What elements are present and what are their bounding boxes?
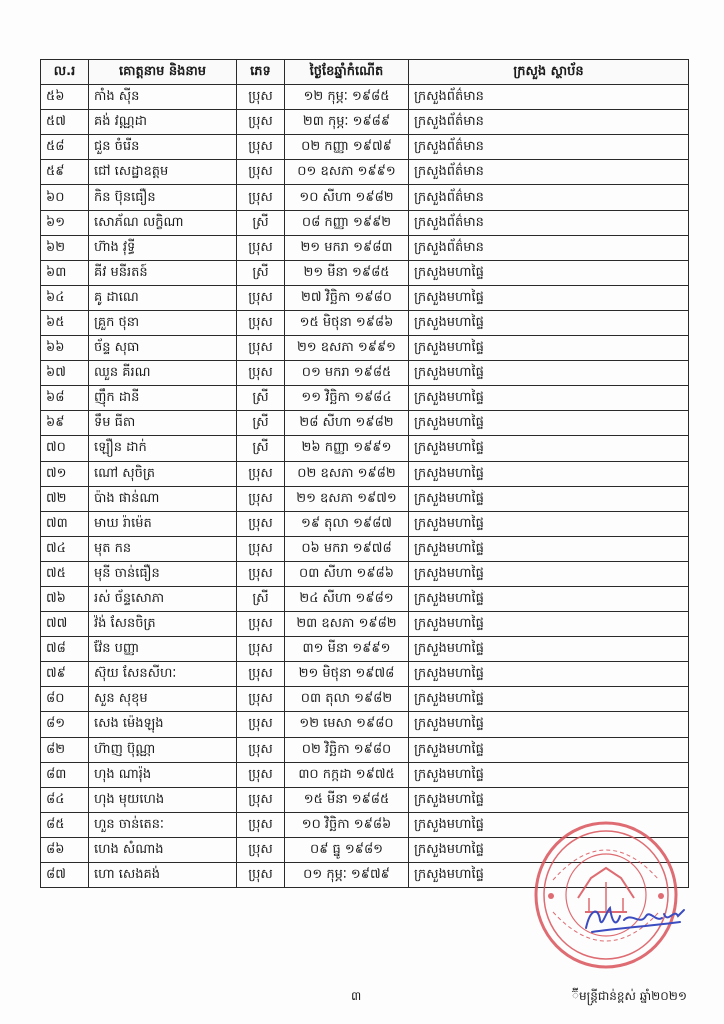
cell-number: ៧៨ xyxy=(41,637,89,662)
cell-sex: ប្រុស xyxy=(237,536,285,561)
page-number: ៣ xyxy=(351,989,362,1003)
table-row xyxy=(41,536,689,561)
cell-date-of-birth: ២១ មីនា ១៩៨៥ xyxy=(285,260,409,285)
cell-date-of-birth: ១៩ តុលា ១៩៨៧ xyxy=(285,511,409,536)
cell-number: ៧៦ xyxy=(41,586,89,611)
cell-name: រស់ ច័ន្ទសោភា xyxy=(89,586,237,611)
cell-date-of-birth: ៣០ កក្កដា ១៩៧៥ xyxy=(285,762,409,787)
cell-ministry: ក្រសួងមហាផ្ទៃ xyxy=(409,436,689,461)
cell-name: កាំង ស៊ីន xyxy=(89,85,237,110)
cell-sex: ប្រុស xyxy=(237,461,285,486)
handwritten-signature xyxy=(580,898,690,938)
table-row xyxy=(41,712,689,737)
cell-sex: ប្រុស xyxy=(237,762,285,787)
table-body xyxy=(41,85,689,888)
cell-number: ៨០ xyxy=(41,687,89,712)
cell-name: គង់ វណ្ណដា xyxy=(89,110,237,135)
table-row xyxy=(41,586,689,611)
table-row xyxy=(41,787,689,812)
cell-date-of-birth: ០១ កុម្ភៈ ១៩៧៩ xyxy=(285,863,409,888)
cell-name: ឈួន គីរណ xyxy=(89,361,237,386)
cell-ministry: ក្រសួងព័ត៌មាន xyxy=(409,135,689,160)
table-row xyxy=(41,511,689,536)
cell-number: ៦៧ xyxy=(41,361,89,386)
header-name: គោត្តនាម និងនាម xyxy=(89,60,237,85)
cell-ministry: ក្រសួងមហាផ្ទៃ xyxy=(409,687,689,712)
cell-sex: ប្រុស xyxy=(237,637,285,662)
cell-sex: ស្រី xyxy=(237,586,285,611)
cell-ministry: ក្រសួងព័ត៌មាន xyxy=(409,210,689,235)
cell-sex: ប្រុស xyxy=(237,737,285,762)
cell-sex: ប្រុស xyxy=(237,687,285,712)
cell-name: មាឃ រ៉ាម៉េត xyxy=(89,511,237,536)
cell-sex: ប្រុស xyxy=(237,185,285,210)
header-number: ល.រ xyxy=(41,60,89,85)
table-row xyxy=(41,662,689,687)
cell-number: ៧២ xyxy=(41,486,89,511)
cell-ministry: ក្រសួងព័ត៌មាន xyxy=(409,185,689,210)
cell-date-of-birth: ០២ វិច្ឆិកា ១៩៨០ xyxy=(285,737,409,762)
cell-ministry: ក្រសួងមហាផ្ទៃ xyxy=(409,310,689,335)
cell-number: ៨២ xyxy=(41,737,89,762)
cell-name: សេង ម៉េងឡុង xyxy=(89,712,237,737)
table-row xyxy=(41,411,689,436)
cell-date-of-birth: ១៥ មិថុនា ១៩៨៦ xyxy=(285,310,409,335)
cell-date-of-birth: ២៦ កញ្ញា ១៩៩១ xyxy=(285,436,409,461)
cell-sex: ប្រុស xyxy=(237,837,285,862)
table-row xyxy=(41,235,689,260)
cell-date-of-birth: ២៧ វិច្ឆិកា ១៩៨០ xyxy=(285,285,409,310)
cell-name: គ្រួក ថុនា xyxy=(89,310,237,335)
cell-name: ជួន ចំរើន xyxy=(89,135,237,160)
officials-table xyxy=(40,59,689,888)
table-row xyxy=(41,285,689,310)
cell-name: គីវ មនីរតន៍ xyxy=(89,260,237,285)
cell-number: ៧៣ xyxy=(41,511,89,536)
cell-ministry: ក្រសួងមហាផ្ទៃ xyxy=(409,812,689,837)
cell-name: មុនី ចាន់ធឿន xyxy=(89,561,237,586)
cell-number: ៥៩ xyxy=(41,160,89,185)
cell-ministry: ក្រសួងមហាផ្ទៃ xyxy=(409,411,689,436)
cell-sex: ស្រី xyxy=(237,436,285,461)
cell-number: ៨៦ xyxy=(41,837,89,862)
cell-ministry: ក្រសួងមហាផ្ទៃ xyxy=(409,260,689,285)
cell-sex: ប្រុស xyxy=(237,787,285,812)
cell-sex: ប្រុស xyxy=(237,561,285,586)
cell-date-of-birth: ២៣ ឧសភា ១៩៨២ xyxy=(285,612,409,637)
table-row xyxy=(41,85,689,110)
cell-sex: ប្រុស xyxy=(237,160,285,185)
cell-name: ហុង ណារ៉ុង xyxy=(89,762,237,787)
cell-name: ជៅ សេដ្ឋាឧត្តម xyxy=(89,160,237,185)
cell-date-of-birth: ០៦ មករា ១៩៧៨ xyxy=(285,536,409,561)
cell-name: សួន សុខុម xyxy=(89,687,237,712)
cell-date-of-birth: ១២ មេសា ១៩៨០ xyxy=(285,712,409,737)
table-row xyxy=(41,185,689,210)
cell-sex: ប្រុស xyxy=(237,486,285,511)
cell-ministry: ក្រសួងមហាផ្ទៃ xyxy=(409,586,689,611)
cell-ministry: ក្រសួងមហាផ្ទៃ xyxy=(409,561,689,586)
cell-ministry: ក្រសួងមហាផ្ទៃ xyxy=(409,386,689,411)
header-ministry: ក្រសួង ស្ថាប័ន xyxy=(409,60,689,85)
footer-note: ៊ីមន្ត្រីជាន់ខ្ពស់ ឆ្នាំ២០២១ xyxy=(572,989,687,1003)
cell-date-of-birth: ១២ កុម្ភៈ ១៩៨៥ xyxy=(285,85,409,110)
cell-date-of-birth: ២១ មករា ១៩៨៣ xyxy=(285,235,409,260)
cell-date-of-birth: ៣១ មីនា ១៩៩១ xyxy=(285,637,409,662)
cell-name: ញ៉ឹក ដានី xyxy=(89,386,237,411)
cell-sex: ប្រុស xyxy=(237,310,285,335)
table-row xyxy=(41,361,689,386)
table-row xyxy=(41,210,689,235)
cell-name: ហ៊ាង វុទ្ធី xyxy=(89,235,237,260)
header-date-of-birth: ថ្ងៃខែឆ្នាំកំណើត xyxy=(285,60,409,85)
cell-name: ច័ន្ទ សុធា xyxy=(89,336,237,361)
cell-name: ហោ សេងគង់ xyxy=(89,863,237,888)
cell-name: ហួន ចាន់តេនៈ xyxy=(89,812,237,837)
cell-ministry: ក្រសួងមហាផ្ទៃ xyxy=(409,637,689,662)
cell-number: ៨៣ xyxy=(41,762,89,787)
table-row xyxy=(41,260,689,285)
cell-name: វ៉ង់ សែនចិត្រ xyxy=(89,612,237,637)
cell-number: ៥៨ xyxy=(41,135,89,160)
cell-sex: ប្រុស xyxy=(237,612,285,637)
cell-number: ៧០ xyxy=(41,436,89,461)
cell-date-of-birth: ០៩ ធ្នូ ១៩៨១ xyxy=(285,837,409,862)
table-row xyxy=(41,436,689,461)
cell-name: ហេង សំណាង xyxy=(89,837,237,862)
cell-name: ហ៊ាញ ប៊ុណ្ណា xyxy=(89,737,237,762)
cell-name: ហុង មុយហេង xyxy=(89,787,237,812)
cell-ministry: ក្រសួងមហាផ្ទៃ xyxy=(409,762,689,787)
cell-sex: ប្រុស xyxy=(237,85,285,110)
table-row xyxy=(41,612,689,637)
cell-number: ៦២ xyxy=(41,235,89,260)
cell-name: វ៉ែន បញ្ញា xyxy=(89,637,237,662)
cell-date-of-birth: ០១ មករា ១៩៨៥ xyxy=(285,361,409,386)
table-row xyxy=(41,461,689,486)
cell-ministry: ក្រសួងមហាផ្ទៃ xyxy=(409,486,689,511)
cell-date-of-birth: ២៤ សីហា ១៩៨១ xyxy=(285,586,409,611)
cell-ministry: ក្រសួងព័ត៌មាន xyxy=(409,235,689,260)
cell-ministry: ក្រសួងមហាផ្ទៃ xyxy=(409,712,689,737)
table-row xyxy=(41,310,689,335)
cell-ministry: ក្រសួងមហាផ្ទៃ xyxy=(409,285,689,310)
cell-date-of-birth: ០៨ កញ្ញា ១៩៩២ xyxy=(285,210,409,235)
cell-date-of-birth: ២៨ សីហា ១៩៨២ xyxy=(285,411,409,436)
cell-sex: ស្រី xyxy=(237,411,285,436)
cell-name: គូ ដាណេ xyxy=(89,285,237,310)
cell-date-of-birth: ១០ វិច្ឆិកា ១៩៨៦ xyxy=(285,812,409,837)
cell-sex: ប្រុស xyxy=(237,863,285,888)
cell-sex: ប្រុស xyxy=(237,235,285,260)
cell-number: ៥៦ xyxy=(41,85,89,110)
cell-ministry: ក្រសួងមហាផ្ទៃ xyxy=(409,662,689,687)
cell-name: ទឹម ធីតា xyxy=(89,411,237,436)
cell-name: មុត កន xyxy=(89,536,237,561)
cell-number: ៨៤ xyxy=(41,787,89,812)
cell-number: ៦១ xyxy=(41,210,89,235)
cell-date-of-birth: ១១ វិច្ឆិកា ១៩៨៤ xyxy=(285,386,409,411)
cell-name: ប៉ាង ផាន់ណា xyxy=(89,486,237,511)
cell-ministry: ក្រសួងមហាផ្ទៃ xyxy=(409,737,689,762)
table-row xyxy=(41,561,689,586)
cell-date-of-birth: ២៣ កុម្ភៈ ១៩៨៩ xyxy=(285,110,409,135)
cell-number: ៦៣ xyxy=(41,260,89,285)
table-row xyxy=(41,737,689,762)
cell-number: ៦០ xyxy=(41,185,89,210)
cell-number: ៧១ xyxy=(41,461,89,486)
cell-sex: ប្រុស xyxy=(237,511,285,536)
cell-date-of-birth: ០៣ តុលា ១៩៨២ xyxy=(285,687,409,712)
official-seal-stamp xyxy=(533,820,679,970)
cell-ministry: ក្រសួងមហាផ្ទៃ xyxy=(409,336,689,361)
table-row xyxy=(41,486,689,511)
cell-number: ៦៦ xyxy=(41,336,89,361)
cell-sex: ប្រុស xyxy=(237,110,285,135)
cell-number: ៦៤ xyxy=(41,285,89,310)
cell-sex: ប្រុស xyxy=(237,662,285,687)
cell-ministry: ក្រសួងមហាផ្ទៃ xyxy=(409,511,689,536)
cell-ministry: ក្រសួងព័ត៌មាន xyxy=(409,85,689,110)
cell-ministry: ក្រសួងមហាផ្ទៃ xyxy=(409,837,689,862)
table-row xyxy=(41,135,689,160)
cell-ministry: ក្រសួងមហាផ្ទៃ xyxy=(409,863,689,888)
cell-number: ៦៨ xyxy=(41,386,89,411)
table-row xyxy=(41,386,689,411)
table-row xyxy=(41,110,689,135)
cell-ministry: ក្រសួងមហាផ្ទៃ xyxy=(409,361,689,386)
table-row xyxy=(41,687,689,712)
cell-name: ស៊ុយ សែនសីហៈ xyxy=(89,662,237,687)
cell-ministry: ក្រសួងមហាផ្ទៃ xyxy=(409,461,689,486)
cell-number: ៨៥ xyxy=(41,812,89,837)
cell-date-of-birth: ០២ កញ្ញា ១៩៧៩ xyxy=(285,135,409,160)
cell-date-of-birth: ០៣ សីហា ១៩៨៦ xyxy=(285,561,409,586)
cell-number: ៦៩ xyxy=(41,411,89,436)
cell-sex: ប្រុស xyxy=(237,712,285,737)
cell-number: ៧៤ xyxy=(41,536,89,561)
cell-ministry: ក្រសួងមហាផ្ទៃ xyxy=(409,536,689,561)
cell-date-of-birth: ០២ ឧសភា ១៩៨២ xyxy=(285,461,409,486)
cell-date-of-birth: ១០ សីហា ១៩៨២ xyxy=(285,185,409,210)
cell-date-of-birth: ១៥ មីនា ១៩៨៥ xyxy=(285,787,409,812)
cell-number: ៦៥ xyxy=(41,310,89,335)
cell-number: ៨១ xyxy=(41,712,89,737)
cell-date-of-birth: ២១ ឧសភា ១៩៩១ xyxy=(285,336,409,361)
cell-ministry: ក្រសួងមហាផ្ទៃ xyxy=(409,612,689,637)
cell-ministry: ក្រសួងព័ត៌មាន xyxy=(409,160,689,185)
cell-name: ណៅ សុចិត្រ xyxy=(89,461,237,486)
cell-sex: ប្រុស xyxy=(237,812,285,837)
table-row xyxy=(41,160,689,185)
table-row xyxy=(41,637,689,662)
cell-sex: ស្រី xyxy=(237,260,285,285)
cell-number: ៧៧ xyxy=(41,612,89,637)
cell-name: ឡឿន ដាក់ xyxy=(89,436,237,461)
cell-name: កិន ប៊ុនធឿន xyxy=(89,185,237,210)
cell-sex: ស្រី xyxy=(237,386,285,411)
cell-sex: ស្រី xyxy=(237,210,285,235)
cell-date-of-birth: ០១ ឧសភា ១៩៩១ xyxy=(285,160,409,185)
cell-sex: ប្រុស xyxy=(237,135,285,160)
cell-name: សោភ័ណ លក្ខិណា xyxy=(89,210,237,235)
cell-number: ៨៧ xyxy=(41,863,89,888)
cell-date-of-birth: ២១ មិថុនា ១៩៧៨ xyxy=(285,662,409,687)
cell-number: ៥៧ xyxy=(41,110,89,135)
table-header-row xyxy=(41,60,689,85)
cell-sex: ប្រុស xyxy=(237,285,285,310)
cell-date-of-birth: ២១ ឧសភា ១៩៧១ xyxy=(285,486,409,511)
cell-sex: ប្រុស xyxy=(237,361,285,386)
cell-sex: ប្រុស xyxy=(237,336,285,361)
cell-number: ៧៥ xyxy=(41,561,89,586)
header-sex: ភេទ xyxy=(237,60,285,85)
table-row xyxy=(41,336,689,361)
cell-ministry: ក្រសួងព័ត៌មាន xyxy=(409,110,689,135)
cell-number: ៧៩ xyxy=(41,662,89,687)
cell-ministry: ក្រសួងមហាផ្ទៃ xyxy=(409,787,689,812)
table-row xyxy=(41,762,689,787)
